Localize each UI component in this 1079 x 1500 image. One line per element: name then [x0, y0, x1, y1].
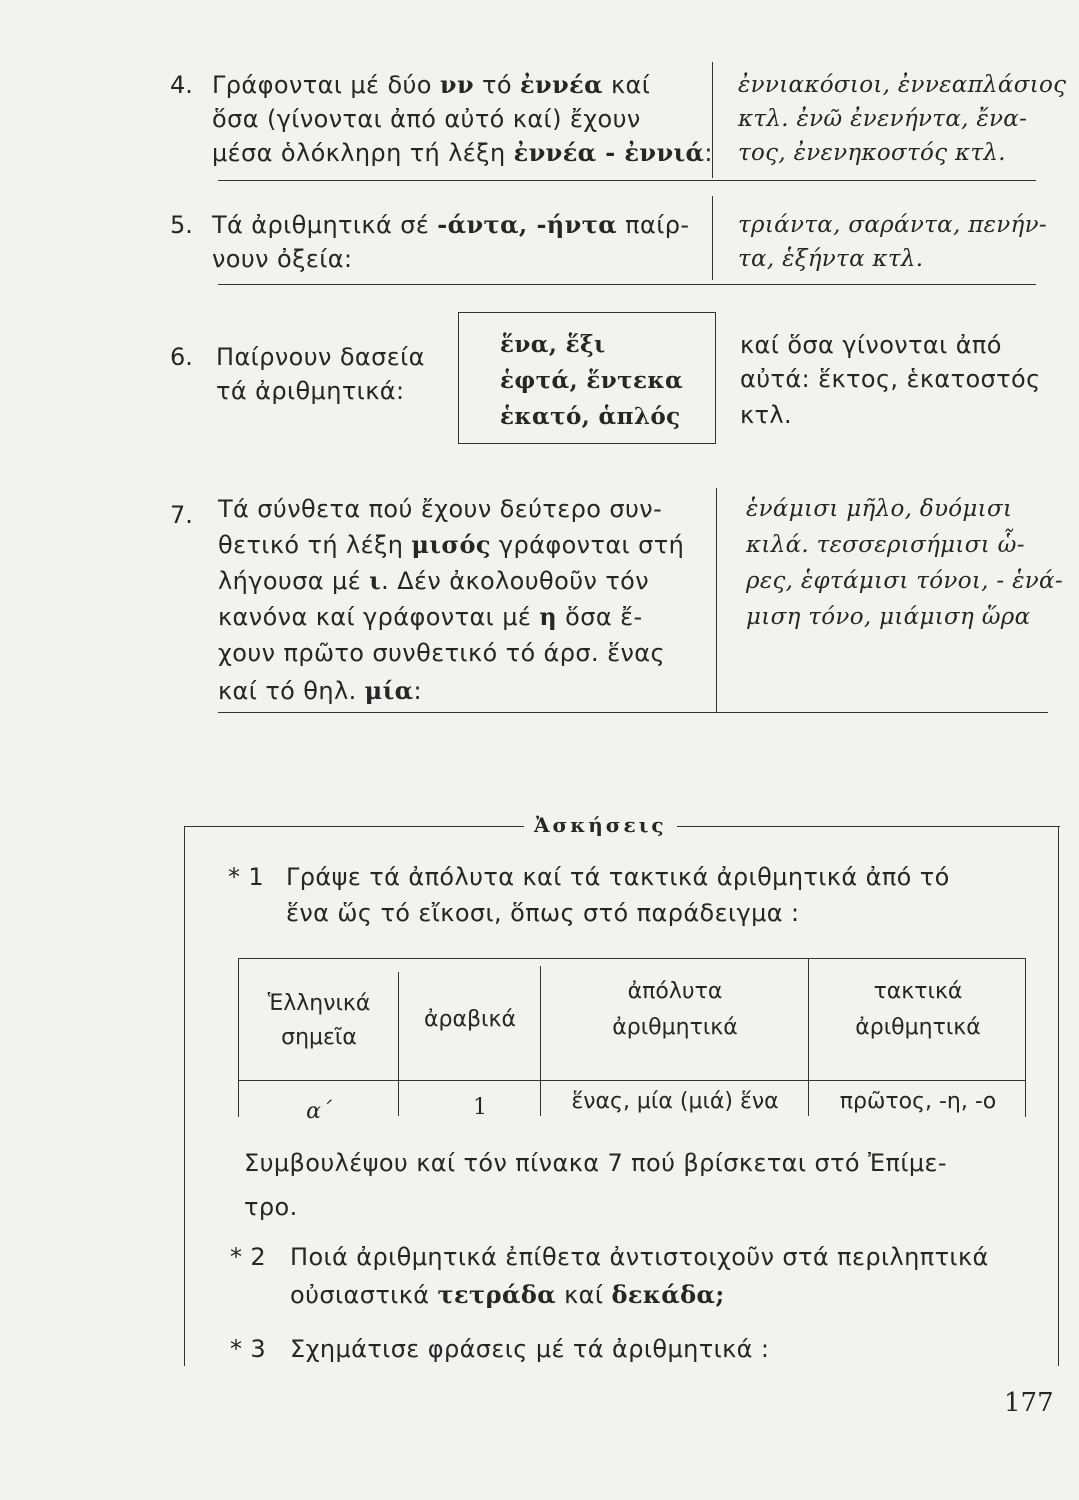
exercise-2-line-2: οὐσιαστικά τετράδα καί δεκάδα; [290, 1280, 725, 1309]
exercises-frame-left [184, 826, 185, 1366]
column-divider [712, 62, 713, 178]
rule-4-example-line-1: ἐννιακόσιοι, ἐννεαπλάσιος [738, 72, 1067, 98]
row-arabic-numeral: 1 [473, 1095, 487, 1120]
header-greek-numerals-line-1: Ἑλληνικά [267, 991, 371, 1016]
exercise-1-line-2: ἕνα ὥς τό εἴκοσι, ὅπως στό παράδειγμα : [286, 899, 800, 927]
header-cardinal-line-2: ἀριθμητικά [612, 1015, 738, 1040]
row-cardinal: ἕνας, μία (μιά) ἕνα [571, 1089, 779, 1114]
rule-4-text-line-3: μέσα ὁλόκληρη τή λέξη ἐννέα - ἐννιά: [212, 138, 713, 167]
rule-7-number: 7. [170, 501, 193, 529]
exercise-1-line-1: Γράψε τά ἀπόλυτα καί τά τακτικά ἀριθμητικά ἀπό τό [286, 863, 950, 891]
column-divider [712, 196, 713, 280]
rule-7-example-line-4: μιση τόνο, μιάμιση ὥρα [746, 604, 1031, 630]
row-ordinal: πρῶτος, -η, -ο [839, 1089, 997, 1114]
exercise-1-mark: * 1 [228, 863, 265, 891]
column-divider [716, 488, 717, 712]
boxed-word-line-3: ἑκατό, ἁπλός [500, 403, 681, 430]
boxed-word-line-2: ἑφτά, ἕντεκα [500, 367, 684, 394]
note-line-2: τρο. [244, 1193, 298, 1221]
exercises-title: Ἀσκήσεις [524, 813, 677, 837]
rule-5-text-line-2: νουν ὀξεία: [212, 245, 353, 273]
header-greek-numerals-line-2: σημεῖα [281, 1025, 357, 1050]
table-header-divider [238, 1080, 1026, 1081]
rule-5-example-line-2: τα, ἑξήντα κτλ. [738, 246, 924, 272]
rule-4-example-line-2: κτλ. ἐνῶ ἐνενήντα, ἔνα- [738, 106, 1028, 132]
header-ordinal-line-1: τακτικά [873, 979, 963, 1004]
rule-7-text-line-6: καί τό θηλ. μία: [218, 676, 422, 705]
rule-7-text-line-4: κανόνα καί γράφονται μέ η ὅσα ἔ- [218, 602, 643, 631]
rule-6-example-line-1: καί ὅσα γίνονται ἀπό [740, 331, 1002, 359]
header-cardinal-line-1: ἀπόλυτα [627, 979, 723, 1004]
row-greek-numeral: α΄ [306, 1099, 332, 1124]
rule-7-text-line-5: χουν πρῶτο συνθετικό τό άρσ. ἕνας [218, 639, 665, 667]
exercise-3-mark: * 3 [230, 1335, 267, 1363]
rule-4-text-line-2: ὅσα (γίνονται ἀπό αὐτό καί) ἔχουν [212, 105, 641, 133]
rule-5-example-line-1: τριάντα, σαράντα, πενήν- [738, 212, 1047, 238]
rule-divider [218, 712, 1048, 713]
rule-7-example-line-3: ρες, ἑφτάμισι τόνοι, - ἑνά- [746, 568, 1063, 594]
exercise-2-mark: * 2 [230, 1243, 267, 1271]
rule-6-number: 6. [170, 343, 193, 371]
rule-4-example-line-3: τος, ἐνενηκοστός κτλ. [738, 140, 1006, 166]
rule-6-text-line-2: τά ἀριθμητικά: [216, 377, 405, 405]
rule-5-text-line-1: Τά ἀριθμητικά σέ -άντα, -ήντα παίρ- [212, 210, 690, 239]
rule-5-number: 5. [170, 211, 193, 239]
rule-divider [218, 284, 1036, 285]
header-arabic: ἀραβικά [424, 1007, 516, 1032]
note-line-1: Συμβουλέψου καί τόν πίνακα 7 πού βρίσκεται στό Ἐπίμε- [244, 1149, 947, 1177]
rule-7-text-line-3: λήγουσα μέ ι. Δέν ἀκολουθοῦν τόν [218, 566, 650, 595]
exercise-2-line-1: Ποιά ἀριθμητικά ἐπίθετα ἀντιστοιχοῦν στά περιληπτικά [290, 1243, 989, 1271]
rule-6-example-line-2: αὐτά: ἕκτος, ἑκατοστός [740, 365, 1041, 393]
rule-divider [218, 180, 1036, 181]
rule-7-example-line-1: ἑνάμισι μῆλο, δυόμισι [746, 496, 1013, 522]
exercise-3-line-1: Σχημάτισε φράσεις μέ τά ἀριθμητικά : [290, 1335, 770, 1363]
rule-7-text-line-1: Τά σύνθετα πού ἔχουν δεύτερο συν- [218, 495, 663, 523]
table-column-line [808, 958, 809, 1116]
rule-4-number: 4. [170, 71, 193, 99]
rule-6-example-line-3: κτλ. [740, 401, 793, 429]
table-column-line [398, 972, 399, 1116]
page-number: 177 [1004, 1388, 1054, 1418]
rule-4-text-line-1: Γράφονται μέ δύο νν τό ἐννέα καί [212, 70, 651, 99]
header-ordinal-line-2: ἀριθμητικά [855, 1015, 981, 1040]
exercises-frame-right [1058, 826, 1059, 1366]
boxed-word-line-1: ἕνα, ἕξι [500, 331, 606, 358]
rule-7-text-line-2: θετικό τή λέξη μισός γράφονται στή [218, 530, 685, 559]
rule-6-text-line-1: Παίρνουν δασεία [216, 343, 425, 371]
rule-7-example-line-2: κιλά. τεσσερισήμισι ὧ- [746, 532, 1025, 558]
